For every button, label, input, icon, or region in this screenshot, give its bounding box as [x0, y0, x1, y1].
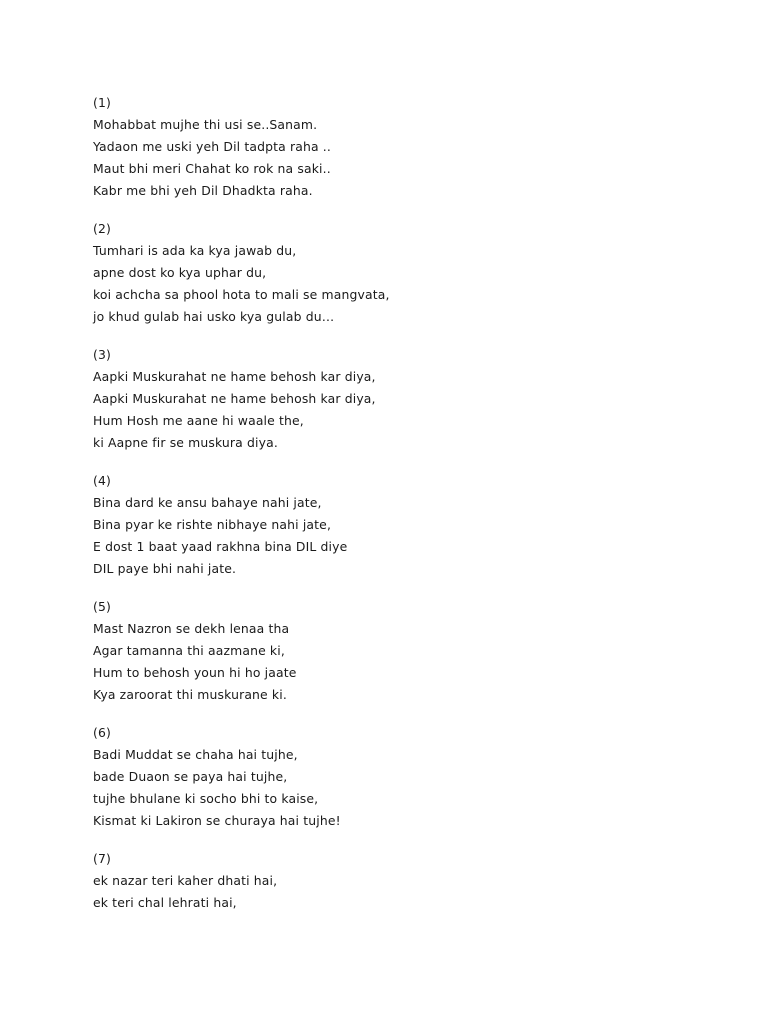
poem-line: Hum Hosh me aane hi waale the,: [93, 413, 304, 428]
poem-line: Mast Nazron se dekh lenaa tha: [93, 621, 290, 636]
stanza: [93, 344, 693, 454]
poem-line: Bina dard ke ansu bahaye nahi jate,: [93, 495, 322, 510]
poem-line: ek nazar teri kaher dhati hai,: [93, 873, 278, 888]
stanza: [93, 722, 693, 832]
stanza-number: (1): [93, 95, 112, 110]
stanza-number: (5): [93, 599, 112, 614]
poem-line: ek teri chal lehrati hai,: [93, 895, 237, 910]
stanza-number: (3): [93, 347, 112, 362]
stanza-number: (4): [93, 473, 112, 488]
stanza: [93, 470, 693, 580]
poem-line: Tumhari is ada ka kya jawab du,: [93, 243, 297, 258]
poem-line: Aapki Muskurahat ne hame behosh kar diya,: [93, 391, 376, 406]
poem-line: apne dost ko kya uphar du,: [93, 265, 267, 280]
stanza: [93, 92, 693, 202]
stanza-number: (7): [93, 851, 112, 866]
poem-line: bade Duaon se paya hai tujhe,: [93, 769, 288, 784]
poem-line: Yadaon me uski yeh Dil tadpta raha ..: [93, 139, 331, 154]
stanza: [93, 596, 693, 706]
poem-collection: [93, 92, 693, 930]
poem-line: Hum to behosh youn hi ho jaate: [93, 665, 297, 680]
poem-line: Bina pyar ke rishte nibhaye nahi jate,: [93, 517, 332, 532]
poem-line: DIL paye bhi nahi jate.: [93, 561, 237, 576]
poem-line: jo khud gulab hai usko kya gulab du…: [93, 309, 335, 324]
poem-line: Aapki Muskurahat ne hame behosh kar diya,: [93, 369, 376, 384]
poem-line: Mohabbat mujhe thi usi se..Sanam.: [93, 117, 318, 132]
poem-line: Badi Muddat se chaha hai tujhe,: [93, 747, 298, 762]
poem-line: Kabr me bhi yeh Dil Dhadkta raha.: [93, 183, 313, 198]
poem-line: E dost 1 baat yaad rakhna bina DIL diye: [93, 539, 348, 554]
poem-line: Maut bhi meri Chahat ko rok na saki..: [93, 161, 331, 176]
stanza: [93, 848, 693, 914]
poem-line: Agar tamanna thi aazmane ki,: [93, 643, 285, 658]
poem-line: ki Aapne fir se muskura diya.: [93, 435, 278, 450]
poem-line: tujhe bhulane ki socho bhi to kaise,: [93, 791, 319, 806]
poem-line: Kya zaroorat thi muskurane ki.: [93, 687, 287, 702]
stanza: [93, 218, 693, 328]
stanza-number: (2): [93, 221, 112, 236]
poem-line: koi achcha sa phool hota to mali se mangvata,: [93, 287, 390, 302]
poem-line: Kismat ki Lakiron se churaya hai tujhe!: [93, 813, 341, 828]
stanza-number: (6): [93, 725, 112, 740]
